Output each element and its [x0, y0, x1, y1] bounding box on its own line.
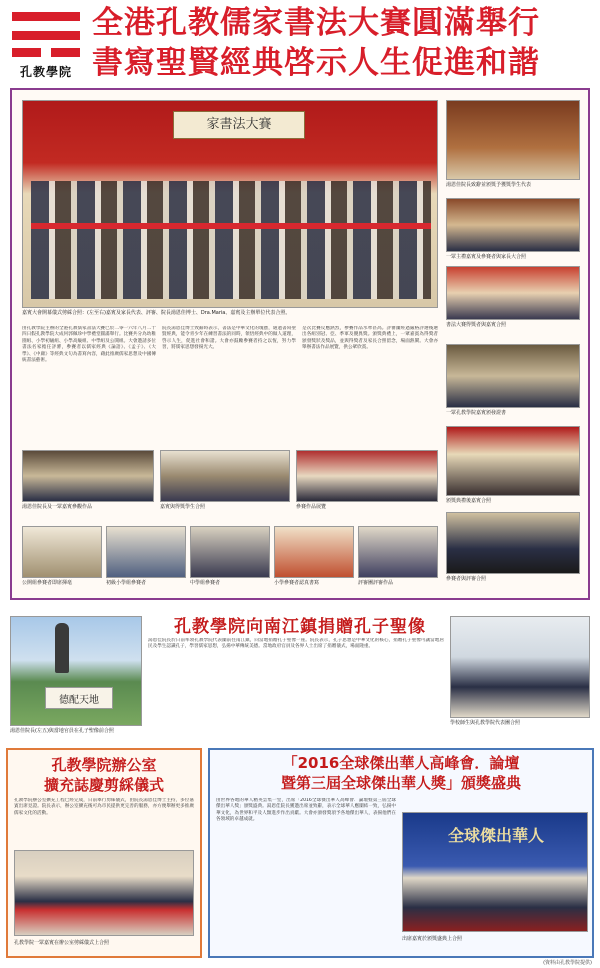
small-photo-4 — [274, 526, 354, 578]
logo — [12, 8, 80, 80]
main-photo-caption: 嘉賓大會開幕儀式剪綵合照：(左至右)嘉賓及家長代表、評審、院長湯恩佳博士、Dra.Maria、嘉賓及主辦單位代表合照。 — [22, 310, 291, 316]
logo-text: 孔教學院 — [19, 65, 72, 79]
global-summit-section — [208, 748, 594, 958]
office-expansion-section — [6, 748, 202, 958]
right-photo-1 — [446, 100, 580, 180]
right-photo-5 — [446, 426, 580, 496]
right-caption-1: 湯恩佳院長致辭並頒獎予獲獎學生代表 — [446, 182, 532, 188]
main-ceremony-photo — [22, 100, 438, 308]
section3-title-line1: 孔教學院辦公室 — [51, 756, 157, 774]
small-caption-4: 小學參賽者認真書寫 — [274, 580, 320, 586]
guest-row — [31, 181, 431, 299]
right-photo-4 — [446, 344, 580, 408]
small-caption-5: 評審團評審作品 — [358, 580, 394, 586]
section3-body: 孔教學院辦公室擴充工程已經完成，日前舉行剪綵儀式，由院長湯恩佳博士主持，多位嘉賓出席見證。院長表示，辦公室擴充後可為市民提供更完善的服務，亦方便舉辦更多推廣儒家文化的活動。 — [14, 798, 194, 816]
small-caption-3: 中學組參賽者 — [190, 580, 221, 586]
small-photo-3 — [190, 526, 270, 578]
section4-title-line2: 暨第三屆全球傑出華人獎」頒獎盛典 — [280, 774, 521, 792]
school-caption: 學校師生與孔教學院代表團合照 — [450, 720, 521, 726]
logo-bar-lower-right — [51, 48, 80, 57]
small-caption-2: 初級小學組參賽者 — [106, 580, 147, 586]
logo-bar-lower-left — [12, 48, 41, 57]
logo-bar-middle — [12, 31, 80, 40]
right-caption-3: 書法大賽得獎者與嘉賓合照 — [446, 322, 507, 328]
bottom-photo-2 — [160, 450, 290, 502]
right-photo-6 — [446, 512, 580, 574]
bottom-photo-3 — [296, 450, 438, 502]
section3-title-line2: 擴充誌慶剪綵儀式 — [43, 776, 164, 794]
statue-donation-section — [0, 602, 600, 748]
donation-plaque-text: 德配天地 — [59, 695, 99, 706]
section2-body: 湯恩佳院長於日前率領孔教學院代表團前往南江鎮，向當地捐贈孔子聖像一座。院長表示，孔子思想是中華文化的核心，捐贈孔子聖像可讓當地居民及學生認識孔子，學習儒家思想，弘揚中華傳統美德。當地政府官員及各界人士出席了捐贈儀式，場面隆重。 — [148, 638, 444, 650]
stage-banner-text: 家書法大賽 — [206, 117, 272, 132]
bottom-caption-1: 湯恩佳院長及一眾嘉賓參觀作品 — [22, 504, 93, 510]
logo-bar-top — [12, 12, 80, 21]
right-caption-6: 參賽者與評審合照 — [446, 576, 487, 582]
page-title-line2: 書寫聖賢經典啓示人生促進和諧 — [92, 45, 540, 81]
right-caption-2: 一眾主禮嘉賓及參賽者與家長大合照 — [446, 254, 527, 260]
small-photo-1 — [22, 526, 102, 578]
body-col-3: 是次比賽反應熱烈，參賽作品水準甚高。評審團經過嚴格評選後選出各組別冠、亞、季軍及優異獎。頒獎典禮上，一眾嘉賓為得獎者頒發獎狀及獎品，並與得獎者及家長合照留念，場面熱鬧。大會亦舉辦書法作品展覽，供公眾欣賞。 — [302, 326, 438, 351]
small-photo-5 — [358, 526, 438, 578]
section4-title-line1: 「2016全球傑出華人高峰會．論壇 — [282, 754, 520, 772]
ribbon — [31, 223, 431, 229]
statue-caption: 湯恩佳院長(左五)與當地官員在孔子聖像前合照 — [10, 728, 114, 734]
body-col-2: 院長湯恩佳博士致辭時表示，書法是中華文化的瑰寶，通過書寫聖賢經典，能令青少年在練習書法的同時，領悟經典中的做人道理，啓示人生，促進社會和諧。大會亦鼓勵參賽者持之以恆，努力學習，將儒家思想發揚光大。 — [162, 326, 296, 351]
section3-caption: 孔教學院一眾嘉賓在辦公室剪綵儀式上合照 — [14, 940, 110, 946]
ribbon-cutting-photo — [14, 850, 194, 936]
body-col-1: 由孔教學院主辦的全港孔教儒家書法大賽已於二零一六年八月二十四日假孔教學院大成何郭佩珍中學禮堂圓滿舉行。比賽共分為幼稚園組、小學初級組、小學高級組、中學組及公開組。大會邀請多位書法名家擔任評審，參賽者以儒家經典《論語》、《孟子》、《大學》、《中庸》等經典文句為書寫內容，藉此推廣儒家思想及中國傳統書法藝術。 — [22, 326, 156, 364]
school-photo — [450, 616, 590, 718]
right-caption-4: 一眾孔教學院嘉賓頒發證書 — [446, 410, 507, 416]
donation-plaque — [45, 687, 113, 709]
section4-body: 由世界各地的華人精英雲集一堂，出席「2016全球傑出華人高峰會．論壇暨第三屆全球傑出華人獎」頒獎盛典。湯恩佳院長獲邀出席並致辭，表示全球華人應團結一致，弘揚中華文化，為世界和平及人類進步作出貢獻。大會亦頒發獎項予各地傑出華人，表揚他們在各領域的卓越成就。 — [216, 798, 396, 823]
section4-caption: 出席嘉賓於頒獎盛典上合照 — [402, 936, 463, 942]
bottom-photo-1 — [22, 450, 154, 502]
right-photo-2 — [446, 198, 580, 252]
bottom-caption-3: 參賽作品展覽 — [296, 504, 327, 510]
summit-photo — [402, 812, 588, 932]
small-photo-2 — [106, 526, 186, 578]
header — [0, 0, 600, 88]
right-caption-5: 頒獎典禮後嘉賓合照 — [446, 498, 492, 504]
right-photo-3 — [446, 266, 580, 320]
page-title-line1: 全港孔教儒家書法大賽圓滿舉行 — [92, 5, 540, 41]
summit-banner-text: 全球傑出華人 — [447, 826, 544, 845]
stage-banner — [173, 111, 305, 139]
statue-figure — [55, 623, 69, 673]
source-credit: (資料由孔教學院提供) — [543, 960, 592, 966]
statue-photo — [10, 616, 142, 726]
small-caption-1: 公開組參賽者即席揮毫 — [22, 580, 73, 586]
bottom-caption-2: 嘉賓與得獎學生合照 — [160, 504, 206, 510]
section2-title: 孔教學院向南江鎮捐贈孔子聖像 — [174, 617, 426, 637]
